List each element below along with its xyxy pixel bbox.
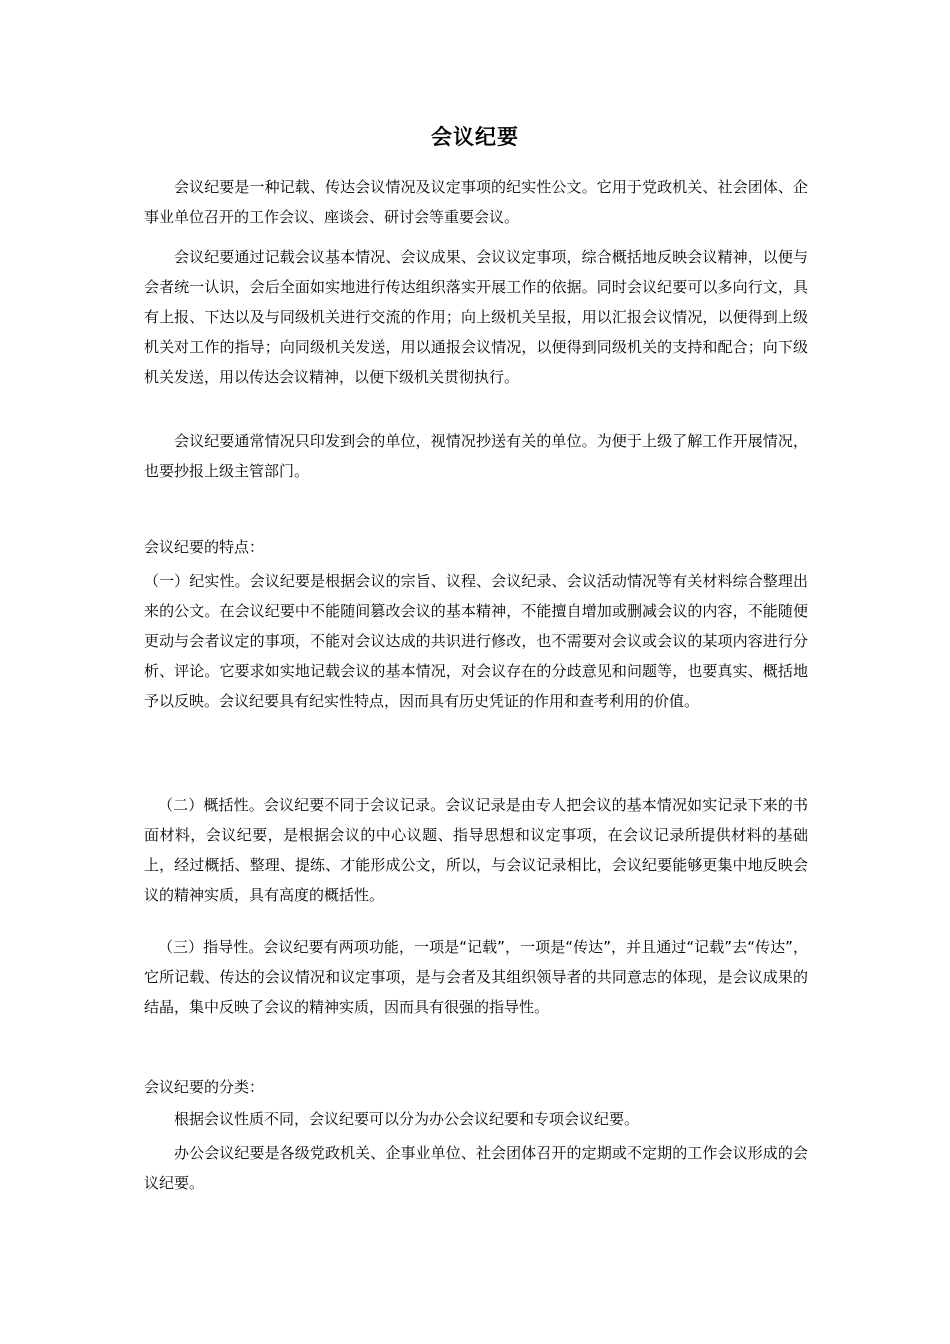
- intro-paragraph-1: 会议纪要是一种记载、传达会议情况及议定事项的纪实性公文。它用于党政机关、社会团体、企事业单位召开的工作会议、座谈会、研讨会等重要会议。: [144, 178, 808, 226]
- page-title: 会议纪要: [431, 125, 519, 149]
- types-paragraph-2: 办公会议纪要是各级党政机关、企事业单位、社会团体召开的定期或不定期的工作会议形成的会议纪要。: [144, 1144, 808, 1192]
- feature-item-3: （三）指导性。会议纪要有两项功能，一项是“记载”，一项是“传达”，并且通过“记载”去“传达”，它所记载、传达的会议情况和议定事项，是与会者及其组织领导者的共同意志的体现，是会议成果的结晶，集中反映了会议的精神实质，因而具有很强的指导性。: [144, 938, 808, 1016]
- types-heading: 会议纪要的分类：: [144, 1078, 265, 1096]
- feature-item-1: （一）纪实性。会议纪要是根据会议的宗旨、议程、会议纪录、会议活动情况等有关材料综合整理出来的公文。在会议纪要中不能随间篡改会议的基本精神，不能擅自增加或删减会议的内容，不能随便更动与会者议定的事项，不能对会议达成的共识进行修改，也不需要对会议或会议的某项内容进行分析、评论。它要求如实地记载会议的基本情况，对会议存在的分歧意见和问题等，也要真实、概括地予以反映。会议纪要具有纪实性特点，因而具有历史凭证的作用和查考利用的价值。: [144, 572, 808, 710]
- types-paragraph-1: 根据会议性质不同，会议纪要可以分为办公会议纪要和专项会议纪要。: [174, 1110, 640, 1128]
- features-heading: 会议纪要的特点：: [144, 538, 265, 556]
- intro-paragraph-3: 会议纪要通常情况只印发到会的单位，视情况抄送有关的单位。为便于上级了解工作开展情况，也要抄报上级主管部门。: [144, 432, 808, 480]
- intro-paragraph-2: 会议纪要通过记载会议基本情况、会议成果、会议议定事项，综合概括地反映会议精神，以便与会者统一认识，会后全面如实地进行传达组织落实开展工作的依据。同时会议纪要可以多向行文，具有上报、下达以及与同级机关进行交流的作用；向上级机关呈报，用以汇报会议情况，以便得到上级机关对工作的指导；向同级机关发送，用以通报会议情况，以便得到同级机关的支持和配合；向下级机关发送，用以传达会议精神，以便下级机关贯彻执行。: [144, 248, 808, 386]
- feature-item-2: （二）概括性。会议纪要不同于会议记录。会议记录是由专人把会议的基本情况如实记录下来的书面材料，会议纪要，是根据会议的中心议题、指导思想和议定事项，在会议记录所提供材料的基础上，经过概括、整理、提练、才能形成公文，所以，与会议记录相比，会议纪要能够更集中地反映会议的精神实质，具有高度的概括性。: [144, 796, 808, 904]
